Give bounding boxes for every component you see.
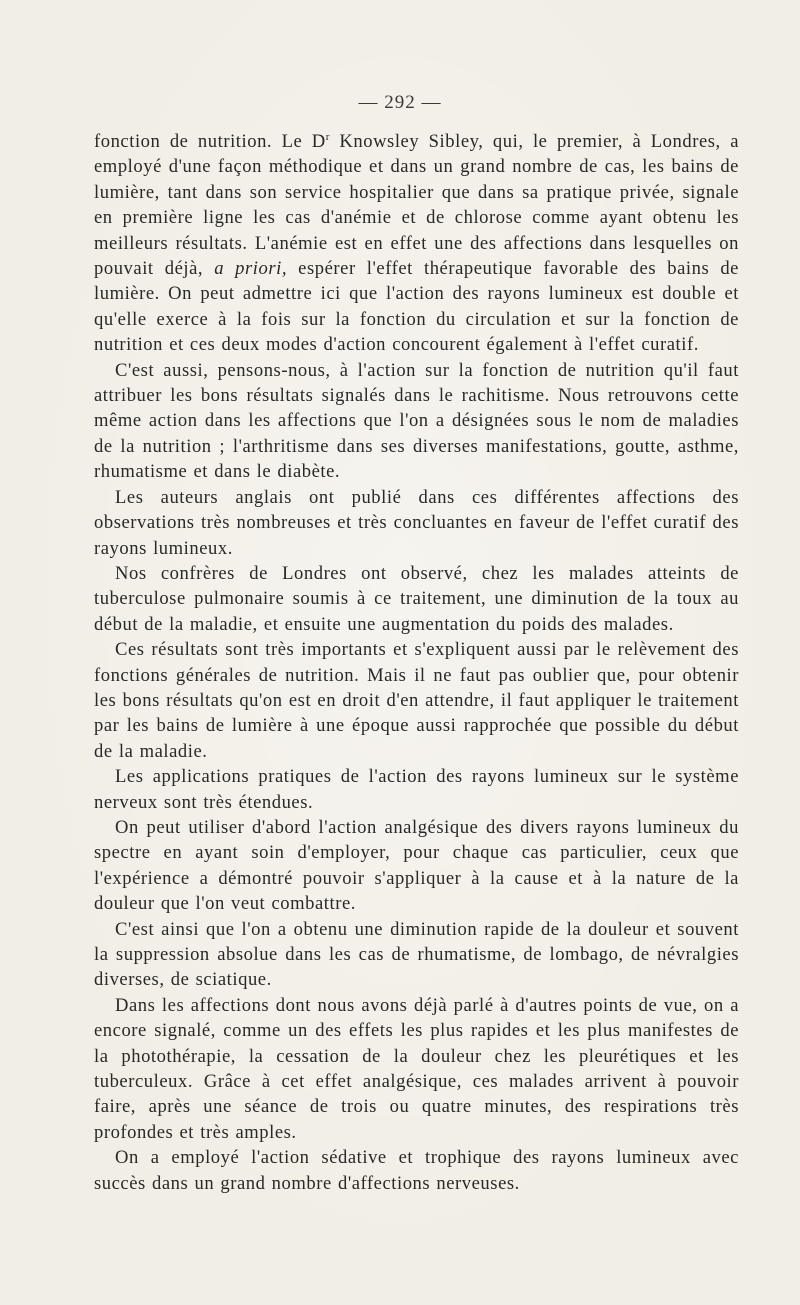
paragraph-1-end: espérer l'effet thérapeutique favorable des bains de lumière. On peut admettre ici que l'action des rayons lumineux est double et qu'elle exerce à la fois sur la fonction du circulation et sur la fonction de nutrition et ces deux modes d'action concourent également à l'effet curatif.	[94, 258, 739, 356]
body-text	[94, 129, 739, 1196]
paragraph-10: On a employé l'action sédative et trophique des rayons lumineux avec succès dans un grand nombre d'affections nerveuses.	[94, 1147, 739, 1194]
paragraph-6: Les applications pratiques de l'action des rayons lumineux sur le système nerveux sont très étendues.	[94, 766, 739, 813]
paragraph-9: Dans les affections dont nous avons déjà parlé à d'autres points de vue, on a encore signalé, comme un des effets les plus rapides et les plus manifestes de la photothérapie, la cessation de la douleur chez les pleurétiques et les tuberculeux. Grâce à cet effet analgésique, ces malades arrivent à pouvoir faire, après une séance de trois ou quatre minutes, des respirations très profondes et très amples.	[94, 994, 739, 1143]
paragraph-3: Les auteurs anglais ont publié dans ces différentes affections des observations très nombreuses et très concluantes en faveur de l'effet curatif des rayons lumineux.	[94, 486, 739, 559]
paragraph-4: Nos confrères de Londres ont observé, chez les malades atteints de tuberculose pulmonaire soumis à ce traitement, une diminution de la toux au début de la maladie, et ensuite une augmentation du poids des malades.	[94, 562, 739, 635]
paragraph-1	[94, 129, 739, 358]
paragraph-7: On peut utiliser d'abord l'action analgésique des divers rayons lumineux du spectre en ayant soin d'employer, pour chaque cas particulier, ceux que l'expérience a démontré pouvoir s'appliquer à la cause et à la nature de la douleur que l'on veut combattre.	[94, 816, 739, 915]
paragraph-8: C'est ainsi que l'on a obtenu une diminution rapide de la douleur et souvent la suppression absolue dans les cas de rhumatisme, de lombago, de névralgies diverses, de sciatique.	[94, 918, 739, 991]
paragraph-1-start: fonction de nutrition. Le D	[94, 131, 326, 152]
page-number: — 292 —	[358, 92, 442, 113]
paragraph-5: Ces résultats sont très importants et s'expliquent aussi par le relèvement des fonctions générales de nutrition. Mais il ne faut pas oublier que, pour obtenir les bons résultats qu'on est en droit d'en attendre, il faut appliquer le traitement par les bains de lumière à une époque aussi rapprochée que possible du début de la maladie.	[94, 639, 739, 762]
paragraph-2: C'est aussi, pensons-nous, à l'action sur la fonction de nutrition qu'il faut attribuer les bons résultats signalés dans le rachitisme. Nous retrouvons cette même action dans les affections que l'on a désignées sous le nom de maladies de la nutrition ; l'arthritisme dans ses diverses manifestations, goutte, asthme, rhumatisme et dans le diabète.	[94, 359, 739, 483]
paragraph-1-text: Knowsley Sibley, qui, le premier, à Londres, a employé d'une façon méthodique et dans un grand nombre de cas, les bains de lumière, tant dans son service hospitalier que dans sa pratique privée, signale en première ligne les cas d'anémie et de chlorose comme ayant obtenu les meilleurs résultats. L'anémie est en effet une des affections dans lesquelles on pouvait déjà,	[94, 131, 740, 280]
doctor-superscript: r	[325, 130, 330, 143]
italic-a-priori: a priori,	[214, 258, 288, 280]
